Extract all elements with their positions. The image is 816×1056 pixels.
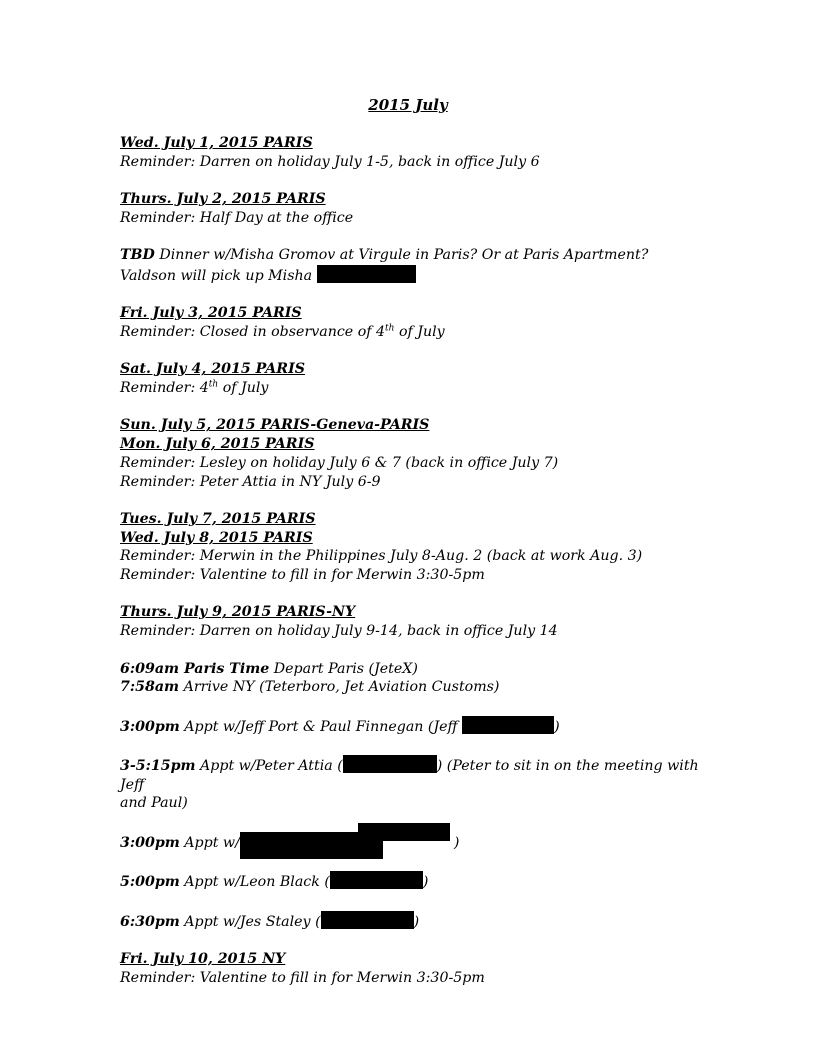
event-line: 5:00pm Appt w/Leon Black ( ) xyxy=(120,871,710,892)
redaction-box xyxy=(462,716,554,734)
event-line: 6:09am Paris Time Depart Paris (JeteX) xyxy=(120,660,418,677)
redaction-box xyxy=(330,871,423,889)
event-line: 3:00pm Appt w/Jeff Port & Paul Finnegan (Jeff ) xyxy=(120,716,710,737)
day-heading: Thurs. July 2, 2015 PARIS xyxy=(120,191,326,208)
reminder-line: Reminder: 4th of July xyxy=(120,379,269,397)
reminder-line: Reminder: Valentine to fill in for Merwin 3:30-5pm xyxy=(120,969,485,986)
day-heading: Wed. July 8, 2015 PARIS xyxy=(120,529,313,546)
redaction-box xyxy=(240,832,454,850)
reminder-line: Reminder: Closed in observance of 4th of July xyxy=(120,323,445,340)
event-time: 3:00pm xyxy=(120,718,180,735)
event-time: 7:58am xyxy=(120,679,180,696)
event-time: 5:00pm xyxy=(120,874,180,891)
event-line: 7:58am Arrive NY (Teterboro, Jet Aviation Customs) xyxy=(120,679,500,696)
schedule-body xyxy=(120,134,710,987)
reminder-line: Reminder: Half Day at the office xyxy=(120,209,354,226)
reminder-line: Reminder: Merwin in the Philippines July 8-Aug. 2 (back at work Aug. 3) xyxy=(120,548,643,565)
event-line: and Paul) xyxy=(120,795,188,812)
day-heading: Mon. July 6, 2015 PARIS xyxy=(120,436,315,453)
day-heading: Sun. July 5, 2015 PARIS-Geneva-PARIS xyxy=(120,417,430,434)
event-time: TBD xyxy=(120,247,155,264)
event-time: 6:09am Paris Time xyxy=(120,660,270,677)
event-line: 6:30pm Appt w/Jes Staley ( ) xyxy=(120,911,710,932)
page-title: 2015 July xyxy=(368,96,448,114)
event-line: 3-5:15pm Appt w/Peter Attia ( ) (Peter to sit in on the meeting with Jeff xyxy=(120,755,710,794)
event-time: 3:00pm xyxy=(120,834,180,851)
day-heading: Fri. July 3, 2015 PARIS xyxy=(120,305,302,322)
event-time: 6:30pm xyxy=(120,913,180,930)
redaction-box xyxy=(317,265,416,283)
day-heading: Fri. July 10, 2015 NY xyxy=(120,951,286,968)
day-heading: Thurs. July 9, 2015 PARIS-NY xyxy=(120,604,356,621)
event-line: Valdson will pick up Misha xyxy=(120,265,710,286)
reminder-line: Reminder: Peter Attia in NY July 6-9 xyxy=(120,473,381,490)
reminder-line: Reminder: Lesley on holiday July 6 & 7 (back in office July 7) xyxy=(120,454,559,471)
day-heading: Sat. July 4, 2015 PARIS xyxy=(120,361,305,378)
event-line: TBD Dinner w/Misha Gromov at Virgule in Paris? Or at Paris Apartment? xyxy=(120,247,649,264)
reminder-line: Reminder: Darren on holiday July 9-14, back in office July 14 xyxy=(120,623,558,640)
reminder-line: Reminder: Valentine to fill in for Merwin 3:30-5pm xyxy=(120,567,485,584)
redaction-box xyxy=(321,911,414,929)
redaction-box xyxy=(343,755,437,773)
reminder-line: Reminder: Darren on holiday July 1-5, back in office July 6 xyxy=(120,153,540,170)
event-line: 3:00pm Appt w/ ) xyxy=(120,832,710,853)
day-heading: Wed. July 1, 2015 PARIS xyxy=(120,135,313,151)
day-heading: Tues. July 7, 2015 PARIS xyxy=(120,510,316,527)
event-time: 3-5:15pm xyxy=(120,758,196,775)
